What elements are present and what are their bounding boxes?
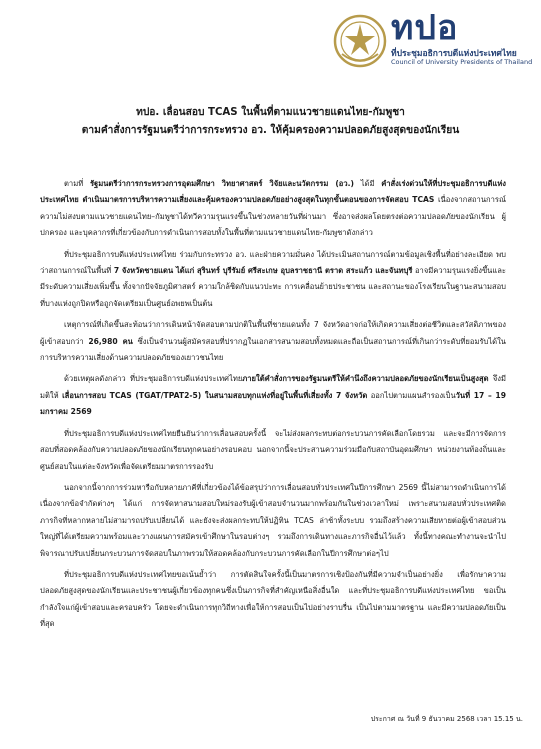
body-text: ซึ่งเป็นจำนวนผู้สมัครสอบที่ปรากฏในเอกสารสนามสอบทั้งหมดและถือเป็นสถานการณ์ที่เกินกว่าระดับที่ยอมรับได้ในการบริหารความเสี่ยงด้านความปลอดภัยของเยาวชนไทย	[40, 336, 506, 363]
body-paragraph	[40, 371, 506, 420]
body-text: ออกไปตามแผนสำรองเป็น	[367, 390, 456, 400]
body-paragraph	[40, 176, 506, 242]
headline-line-1: ทปอ. เลื่อนสอบ TCAS ในพื้นที่ตามแนวชายแดนไทย-กัมพูชา	[136, 107, 405, 118]
announcement-body	[40, 176, 506, 638]
body-text: ตามที่	[64, 179, 90, 188]
emphasis-text: เลื่อนการสอบ TCAS (TGAT/TPAT2-5) ในสนามสอบทุกแห่งที่อยู่ในพื้นที่เสี่ยงทั้ง 7 จังหวัด	[62, 390, 368, 400]
body-text: ที่ประชุมอธิการบดีแห่งประเทศไทยยืนยันว่าการเลื่อนสอบครั้งนี้ จะไม่ส่งผลกระทบต่อกระบวนการคัดเลือกโดยรวม และจะมีการจัดการสอบที่สอดคล้องกับความปลอดภัยของนักเรียนทุกคนอย่างรอบคอบ นอกจากนี้จะประสานความร่วมมือกับสถาบันอุดมศึกษา หน่วยงานท้องถิ่นและศูนย์สอบในแต่ละจังหวัดเพื่อจัดเตรียมมาตรการรองรับ	[40, 428, 506, 471]
body-paragraph	[40, 567, 506, 633]
body-text: เนื่องจากสถานการณ์ความไม่สงบตามแนวชายแดนไทย–กัมพูชาได้ทวีความรุนแรงขึ้นในช่วงหลายวันที่ผ่านมา ซึ่งอาจส่งผลโดยตรงต่อความปลอดภัยของนักเรียน ผู้ปกครอง และบุคลากรที่เกี่ยวข้องกับการดำเนินการสอบทั้งในพื้นที่ตามแนวชายแดนไทย-กัมพูชาดังกล่าว	[40, 195, 506, 238]
emphasis-text: รัฐมนตรีว่าการกระทรวงการอุดมศึกษา วิทยาศาสตร์ วิจัยและนวัตกรรม (อว.)	[89, 179, 354, 188]
headline-line-2: ตามคำสั่งการรัฐมนตรีว่าการกระทรวง อว. ให้คุ้มครองความปลอดภัยสูงสุดของนักเรียน	[81, 125, 460, 136]
body-text: ได้มี	[353, 179, 382, 188]
body-text: จึงมีมติให้	[40, 374, 506, 400]
body-text: ด้วยเหตุผลดังกล่าว ที่ประชุมอธิการบดีแห่งประเทศไทย	[64, 374, 243, 384]
emphasis-text: 7 จังหวัดชายแดน ได้แก่ สุรินทร์ บุรีรัมย์ ศรีสะเกษ อุบลราชธานี ตราด สระแก้ว และจันทบุรี	[113, 266, 413, 276]
body-paragraph	[40, 317, 506, 366]
body-text: นอกจากนี้จากการร่วมหารือกับหลายภาคีที่เกี่ยวข้องได้ข้อสรุปว่าการเลื่อนสอบทั่วประเทศในปีการศึกษา 2569 นี้ไม่สามารถดำเนินการได้ เนื่องจากข้อจำกัดต่างๆ ได้แก่ การจัดหาสนามสอบใหม่รองรับผู้เข้าสอบจำนวนมากพร้อมกันในช่วงเวลาใหม่ เพราะสนามสอบทั่วประเทศติดภารกิจที่หลากหลายไม่สามารถปรับเปลี่ยนได้ และยังจะส่งผลกระทบให้ปฏิทิน TCAS ล่าช้าทั้งระบบ รวมถึงสร้างความเสียหายต่อผู้เข้าสอบส่วนใหญ่ที่ได้เตรียมความพร้อมและวางแผนการสมัครเข้าศึกษาในรอบต่างๆ รวมถึงการเดินทางและภารกิจอื่นไว้แล้ว ทั้งนี้ทางคณะทำงานจะนำไปพิจารณาปรับเปลี่ยนกระบวนการจัดสอบในภาพรวมให้สอดคล้องกับกระบวนการคัดเลือกในปีการศึกษาต่อๆไป	[40, 482, 506, 558]
emphasis-text: 26,980 คน	[88, 336, 133, 346]
body-paragraph	[40, 247, 506, 313]
university-seal-icon	[333, 14, 387, 68]
body-paragraph	[40, 480, 506, 562]
body-text: อาจมีความรุนแรงยิ่งขึ้นและมีระดับความเสี่ยงเพิ่มขึ้น ทั้งจากปัจจัยภูมิศาสตร์ ความใกล้ชิดกับแนวปะทะ การเคลื่อนย้ายประชาชน และสถานะของโรงเรียนในฐานะสนามสอบที่บางแห่งถูกปิดหรือถูกจัดเตรียมเป็นศูนย์อพยพเป็นต้น	[40, 266, 506, 308]
org-name-english: Council of University Presidents of Thailand	[391, 58, 533, 66]
body-text: ที่ประชุมอธิการบดีแห่งประเทศไทย ร่วมกับกระทรวง อว. และฝ่ายความมั่นคง ได้ประเมินสถานการณ์ตามข้อมูลเชิงพื้นที่อย่างละเอียด พบว่าสถานการณ์ในพื้นที่	[40, 249, 506, 276]
emphasis-text: คำสั่งเร่งด่วนให้ที่ประชุมอธิการบดีแห่งประเทศไทย ดำเนินมาตรการบริหารความเสี่ยงและคุ้มครองความปลอดภัยอย่างสูงสุดในทุกขั้นตอนของการจัดสอบ TCAS	[40, 179, 506, 205]
org-name-thai: ที่ประชุมอธิการบดีแห่งประเทศไทย	[391, 49, 517, 59]
body-text: ที่ประชุมอธิการบดีแห่งประเทศไทยขอเน้นย้ำว่า การตัดสินใจครั้งนี้เป็นมาตรการเชิงป้องกันที่มีความจำเป็นอย่างยิ่ง เพื่อรักษาความปลอดภัยสูงสุดของนักเรียนและประชาชนผู้เกี่ยวข้องทุกคนซึ่งเป็นภารกิจที่สำคัญเหนือสิ่งอื่นใด และที่ประชุมอธิการบดีแห่งประเทศไทย ขอเป็นกำลังใจแก่ผู้เข้าสอบและครอบครัว โดยจะดำเนินการทุกวิถีทางเพื่อให้การสอบเป็นไปอย่างราบรื่น เป็นไปตามมาตรฐาน และมีความปลอดภัยเป็นที่สุด	[40, 569, 506, 629]
announcement-date: ประกาศ ณ วันที่ 9 ธันวาคม 2568 เวลา 15.15 น.	[370, 715, 523, 723]
org-header	[333, 10, 533, 70]
body-paragraph	[40, 426, 506, 475]
emphasis-text: วันที่ 17 – 19 มกราคม 2569	[40, 390, 506, 417]
body-text: เหตุการณ์ที่เกิดขึ้นสะท้อนว่าการเดินหน้าจัดสอบตามปกติในพื้นที่ชายแดนทั้ง 7 จังหวัดอาจก่อให้เกิดความเสี่ยงต่อชีวิตและสวัสดิภาพของผู้เข้าสอบกว่า	[40, 320, 506, 346]
logo-wordmark: ทปอ	[391, 9, 459, 47]
emphasis-text: ภายใต้คำสั่งการของรัฐมนตรีให้คำนึงถึงความปลอดภัยของนักเรียนเป็นสูงสุด	[242, 374, 489, 384]
